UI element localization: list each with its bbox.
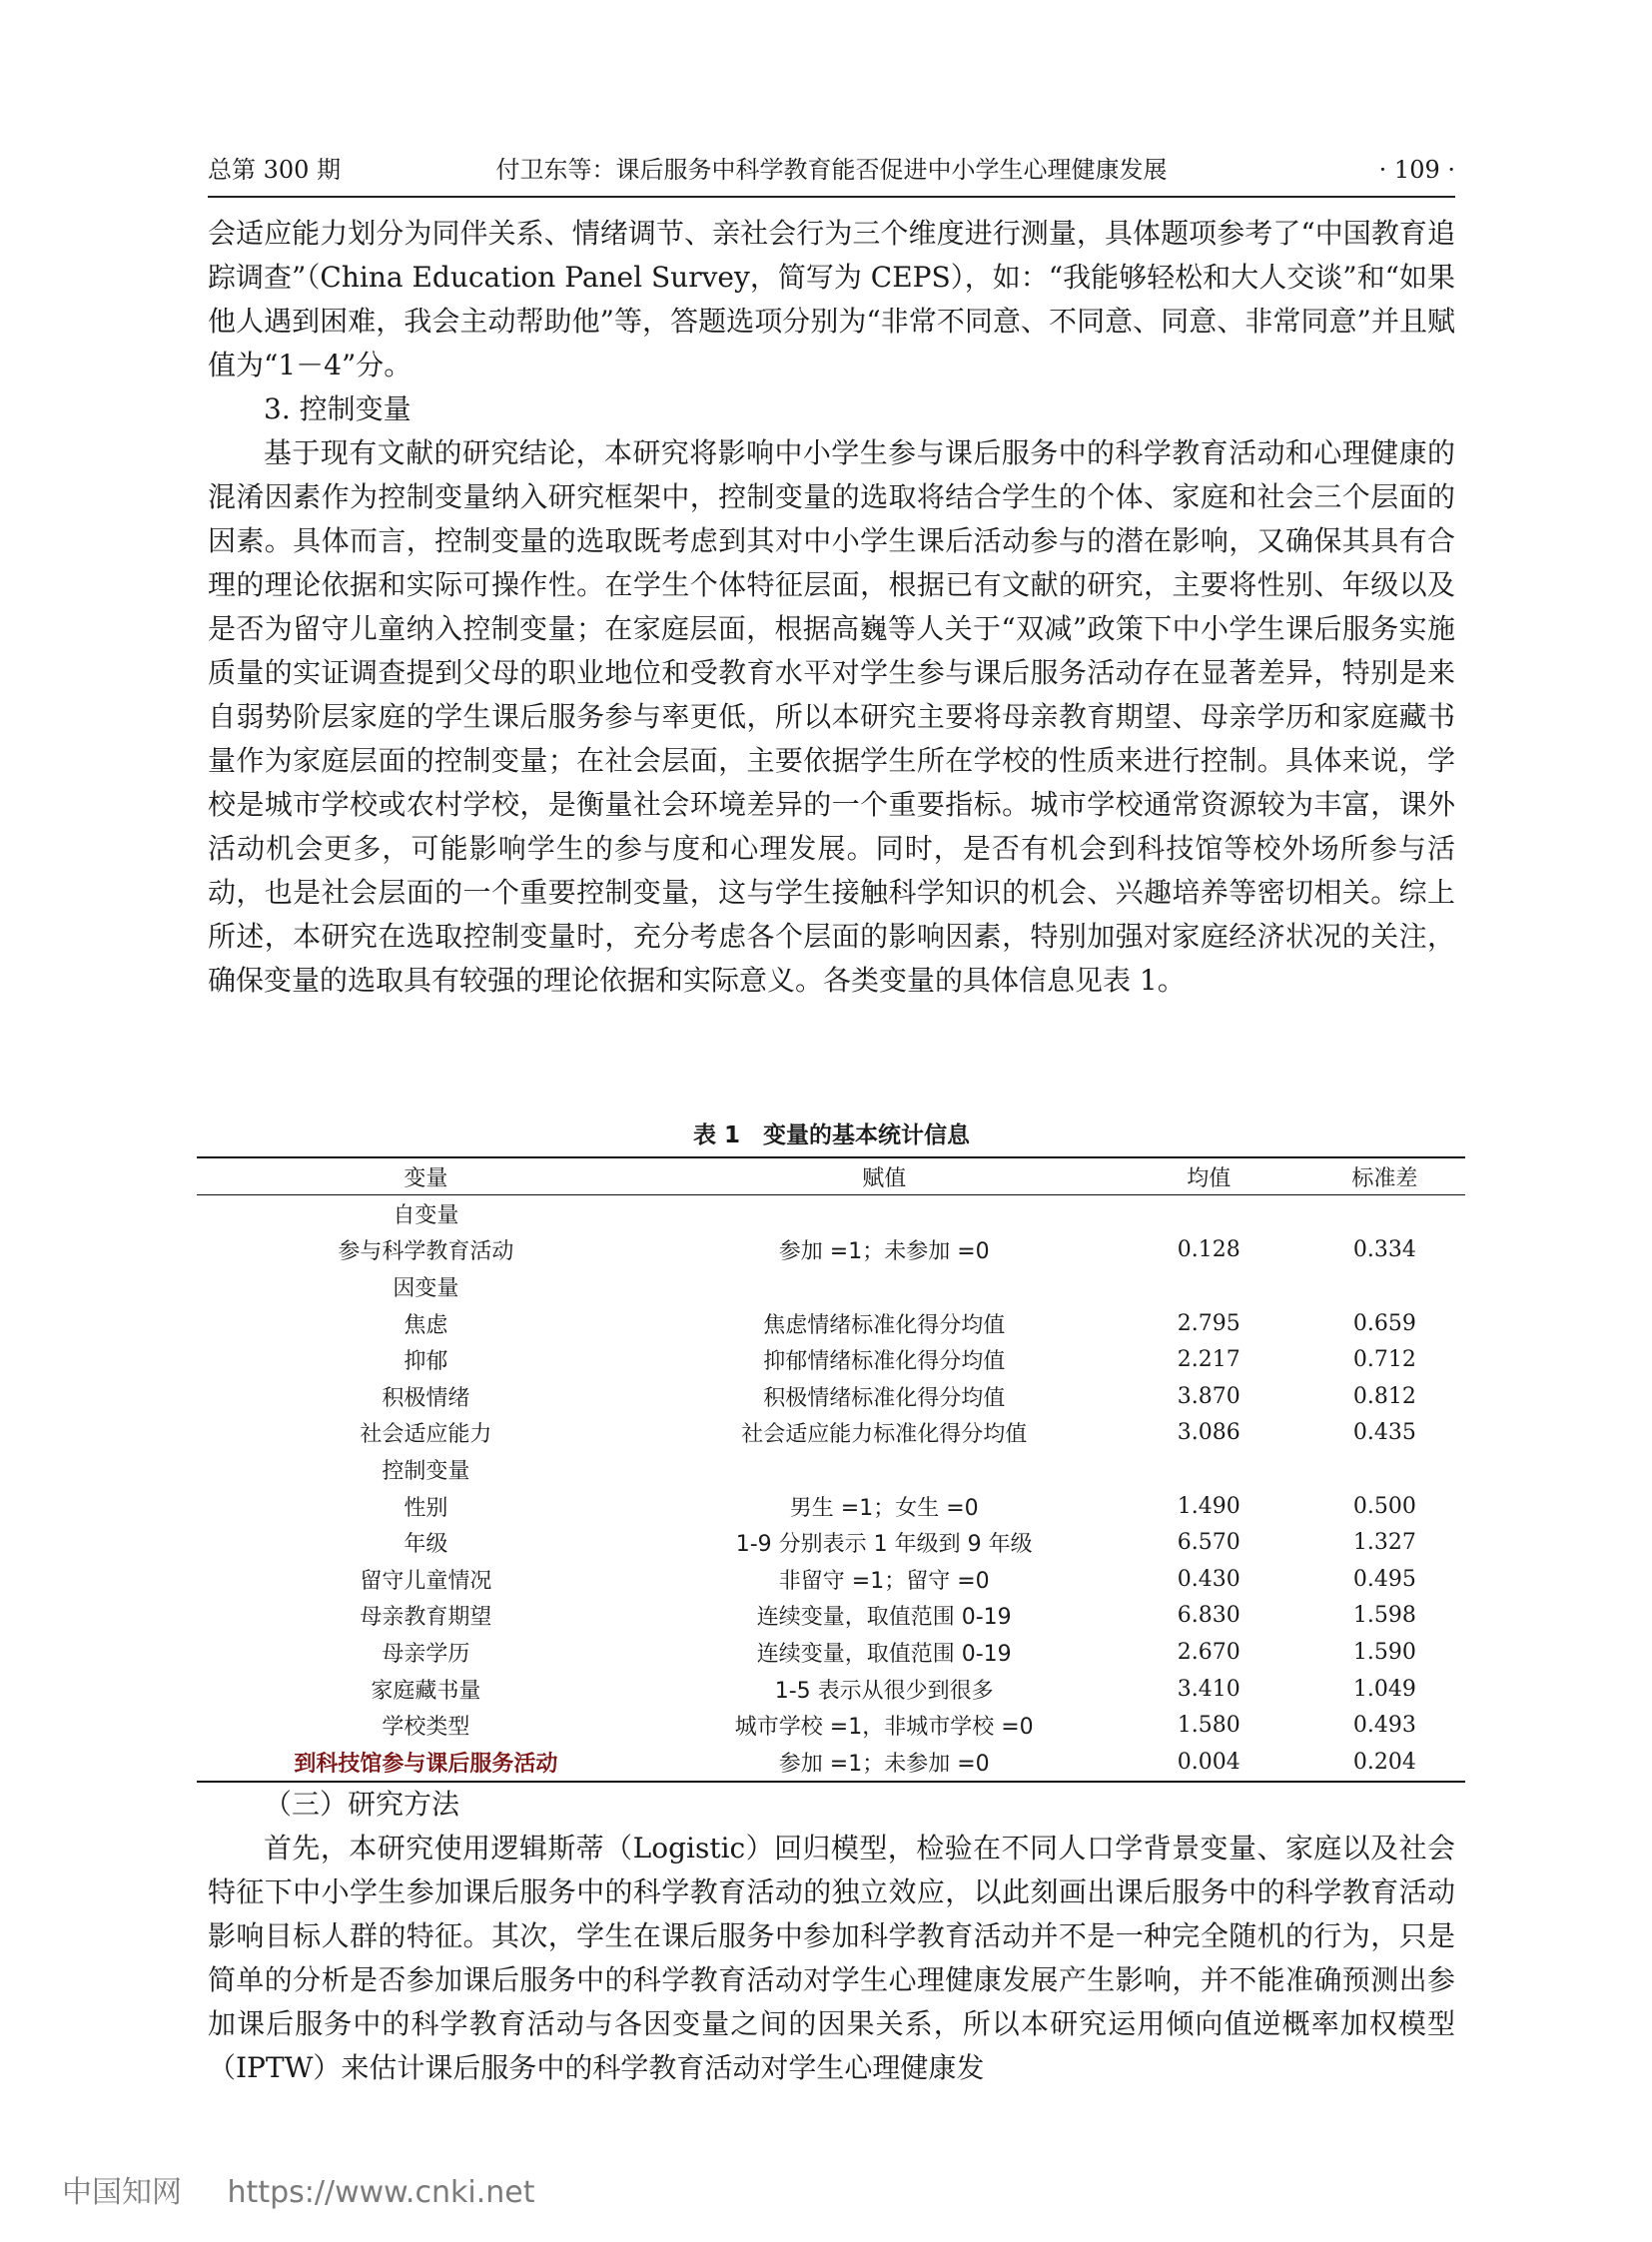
table-row	[197, 1671, 1465, 1708]
assignment-cell: 社会适应能力标准化得分均值	[741, 1422, 1028, 1448]
table-row	[197, 1415, 1465, 1452]
assignment-cell: 1-5 表示从很少到很多	[774, 1678, 994, 1704]
table-row	[197, 1305, 1465, 1342]
table-row	[197, 1561, 1465, 1598]
variable-cell: 积极情绪	[382, 1385, 470, 1411]
table-row	[197, 1598, 1465, 1635]
table-row	[197, 1451, 1465, 1488]
mean-cell	[1114, 1268, 1304, 1305]
variable-cell: 家庭藏书量	[371, 1678, 481, 1704]
running-title: 付卫东等：课后服务中科学教育能否促进中小学生心理健康发展	[495, 156, 1168, 184]
page-number: · 109 ·	[1378, 156, 1455, 184]
table-header-row	[197, 1157, 1465, 1195]
assignment-cell: 1-9 分别表示 1 年级到 9 年级	[735, 1532, 1033, 1558]
cnki-url[interactable]: https://www.cnki.net	[227, 2175, 535, 2210]
sd-cell: 0.204	[1304, 1744, 1465, 1782]
variable-cell: 母亲教育期望	[360, 1605, 492, 1631]
body-text-bottom	[208, 1783, 1455, 2090]
sd-cell: 1.049	[1352, 1676, 1416, 1702]
mean-cell: 6.570	[1177, 1530, 1240, 1556]
mean-cell: 1.580	[1177, 1713, 1240, 1739]
assignment-cell: 参加 =1；未参加 =0	[655, 1744, 1114, 1782]
table-row	[197, 1707, 1465, 1744]
mean-cell	[1114, 1451, 1304, 1488]
variable-cell: 焦虑	[404, 1312, 448, 1338]
column-header-sd: 标准差	[1304, 1157, 1465, 1195]
mean-cell: 3.870	[1177, 1383, 1240, 1409]
column-header-assignment: 赋值	[655, 1157, 1114, 1195]
issue-number: 总第 300 期	[208, 156, 342, 184]
sd-cell	[1304, 1195, 1465, 1232]
variable-cell: 参与科学教育活动	[338, 1239, 514, 1265]
mean-cell: 6.830	[1177, 1603, 1240, 1629]
sd-cell: 0.500	[1352, 1493, 1416, 1519]
assignment-cell: 男生 =1；女生 =0	[789, 1495, 979, 1521]
assignment-cell: 积极情绪标准化得分均值	[763, 1385, 1006, 1411]
sd-cell: 0.812	[1352, 1383, 1416, 1409]
sd-cell: 0.334	[1352, 1237, 1416, 1263]
assignment-cell: 参加 =1；未参加 =0	[778, 1239, 990, 1265]
sd-cell: 0.712	[1352, 1347, 1416, 1373]
mean-cell: 0.430	[1177, 1566, 1240, 1592]
table-row	[197, 1268, 1465, 1305]
mean-cell: 0.004	[1114, 1744, 1304, 1782]
mean-cell: 3.086	[1177, 1420, 1240, 1446]
table-row	[197, 1195, 1465, 1232]
variable-cell: 到科技馆参与课后服务活动	[197, 1744, 655, 1782]
table-row	[197, 1524, 1465, 1561]
column-header-variable: 变量	[197, 1157, 655, 1195]
sd-cell: 1.598	[1352, 1603, 1416, 1629]
watermark-footer	[62, 2173, 534, 2213]
variable-cell: 年级	[404, 1532, 448, 1558]
mean-cell: 2.217	[1177, 1347, 1240, 1373]
sd-cell: 0.493	[1352, 1713, 1416, 1739]
variable-cell: 母亲学历	[382, 1641, 470, 1667]
variable-cell: 因变量	[393, 1275, 459, 1301]
table-row	[197, 1488, 1465, 1525]
table-row	[197, 1341, 1465, 1378]
column-header-mean: 均值	[1114, 1157, 1304, 1195]
assignment-cell: 连续变量，取值范围 0-19	[756, 1605, 1012, 1631]
section-heading: 3. 控制变量	[264, 392, 412, 425]
variable-cell: 留守儿童情况	[360, 1568, 492, 1594]
assignment-cell: 城市学校 =1，非城市学校 =0	[734, 1715, 1034, 1741]
paragraph: 首先，本研究使用逻辑斯蒂（Logistic）回归模型，检验在不同人口学背景变量、家庭以及社会特征下中小学生参加课后服务中的科学教育活动的独立效应，以此刻画出课后服务中的科学教育活动影响目标人群的特征。其次，学生在课后服务中参加科学教育活动并不是一种完全随机的行为，只是简单的分析是否参加课后服务中的科学教育活动对学生心理健康发展产生影响，并不能准确预测出参加课后服务中的科学教育活动与各因变量之间的因果关系，所以本研究运用倾向值逆概率加权模型（IPTW）来估计课后服务中的科学教育活动对学生心理健康发	[208, 1832, 1455, 2084]
variable-cell: 学校类型	[382, 1715, 470, 1741]
assignment-cell: 焦虑情绪标准化得分均值	[763, 1312, 1006, 1338]
body-text-top	[208, 212, 1455, 1003]
paragraph: 会适应能力划分为同伴关系、情绪调节、亲社会行为三个维度进行测量，具体题项参考了“中国教育追踪调查”（China Education Panel Survey，简写为 CEPS），如：“我能够轻松和大人交谈”和“如果他人遇到困难，我会主动帮助他”等，答题选项分别为“非常不同意、不同意、同意、非常同意”并且赋值为“1－4”分。	[208, 217, 1455, 381]
mean-cell: 2.670	[1177, 1639, 1240, 1665]
variable-cell: 控制变量	[382, 1458, 470, 1484]
sd-cell: 0.659	[1352, 1310, 1416, 1336]
assignment-cell	[655, 1195, 1114, 1232]
assignment-cell	[655, 1268, 1114, 1305]
cnki-brand: 中国知网	[62, 2175, 182, 2210]
assignment-cell: 非留守 =1；留守 =0	[778, 1568, 990, 1594]
variable-cell: 性别	[404, 1495, 448, 1521]
assignment-cell: 抑郁情绪标准化得分均值	[763, 1349, 1006, 1375]
table-caption: 表 1 变量的基本统计信息	[692, 1122, 970, 1148]
sd-cell	[1304, 1451, 1465, 1488]
sd-cell: 1.327	[1352, 1530, 1416, 1556]
statistics-table	[197, 1156, 1465, 1783]
mean-cell: 1.490	[1177, 1493, 1240, 1519]
mean-cell: 2.795	[1177, 1310, 1240, 1336]
sd-cell: 0.495	[1352, 1566, 1416, 1592]
variable-cell: 社会适应能力	[360, 1422, 492, 1448]
table-row	[197, 1378, 1465, 1415]
sd-cell: 0.435	[1352, 1420, 1416, 1446]
sd-cell: 1.590	[1352, 1639, 1416, 1665]
assignment-cell: 连续变量，取值范围 0-19	[756, 1641, 1012, 1667]
mean-cell: 3.410	[1177, 1676, 1240, 1702]
table-row	[197, 1634, 1465, 1671]
table-row	[197, 1232, 1465, 1269]
mean-cell: 0.128	[1177, 1237, 1240, 1263]
paragraph: 基于现有文献的研究结论，本研究将影响中小学生参与课后服务中的科学教育活动和心理健康的混淆因素作为控制变量纳入研究框架中，控制变量的选取将结合学生的个体、家庭和社会三个层面的因素。具体而言，控制变量的选取既考虑到其对中小学生课后活动参与的潜在影响，又确保其具有合理的理论依据和实际可操作性。在学生个体特征层面，根据已有文献的研究，主要将性别、年级以及是否为留守儿童纳入控制变量；在家庭层面，根据高巍等人关于“双减”政策下中小学生课后服务实施质量的实证调查提到父母的职业地位和受教育水平对学生参与课后服务活动存在显著差异，特别是来自弱势阶层家庭的学生课后服务参与率更低，所以本研究主要将母亲教育期望、母亲学历和家庭藏书量作为家庭层面的控制变量；在社会层面，主要依据学生所在学校的性质来进行控制。具体来说，学校是城市学校或农村学校，是衡量社会环境差异的一个重要指标。城市学校通常资源较为丰富，课外活动机会更多，可能影响学生的参与度和心理发展。同时，是否有机会到科技馆等校外场所参与活动，也是社会层面的一个重要控制变量，这与学生接触科学知识的机会、兴趣培养等密切相关。综上所述，本研究在选取控制变量时，充分考虑各个层面的影响因素，特别加强对家庭经济状况的关注，确保变量的选取具有较强的理论依据和实际意义。各类变量的具体信息见表 1。	[208, 436, 1455, 997]
running-header	[208, 150, 1455, 198]
section-heading: （三）研究方法	[264, 1788, 460, 1821]
variable-cell: 抑郁	[404, 1349, 448, 1375]
table-row-highlighted	[197, 1744, 1465, 1782]
sd-cell	[1304, 1268, 1465, 1305]
assignment-cell	[655, 1451, 1114, 1488]
variable-cell: 自变量	[393, 1202, 459, 1228]
mean-cell	[1114, 1195, 1304, 1232]
